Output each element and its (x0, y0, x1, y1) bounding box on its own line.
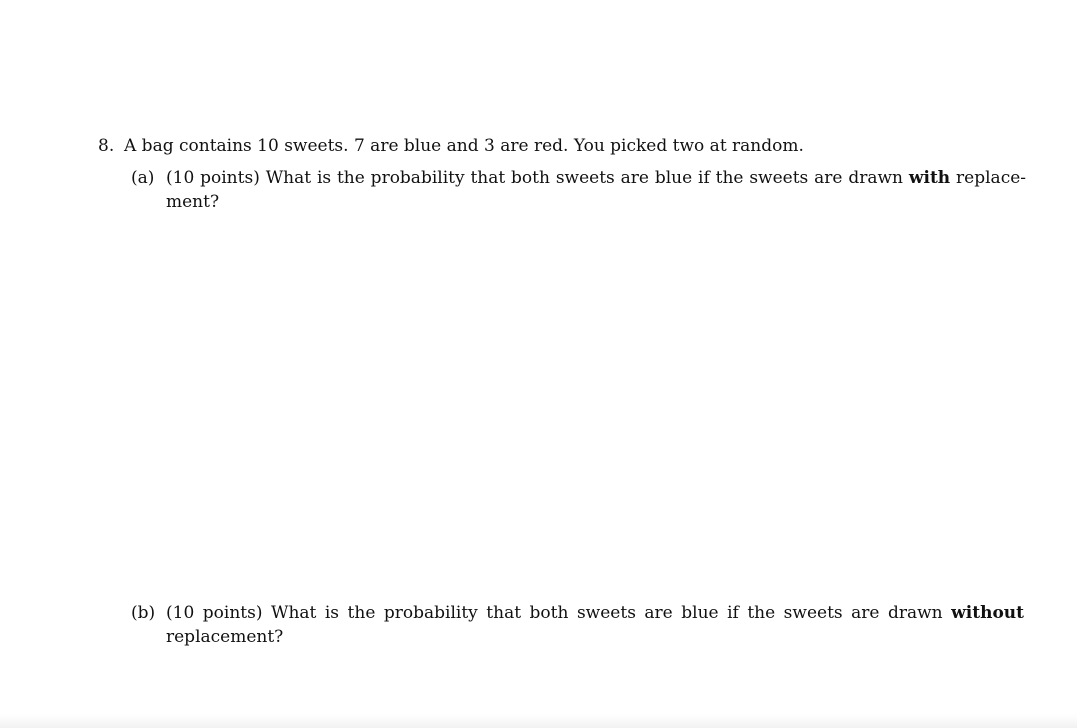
part-b-question (166, 603, 1024, 623)
question-stem: A bag contains 10 sweets. 7 are blue and 3 are red. You picked two at random. (124, 136, 804, 156)
part-b-continuation: replacement? (166, 627, 284, 647)
part-b-label: (b) (131, 603, 156, 623)
part-a-continuation: ment? (166, 192, 220, 212)
question-number: 8. (98, 136, 115, 156)
part-a-text: (10 points) What is the probability that both sweets are blue if the sweets are drawn (166, 168, 903, 188)
part-a-label: (a) (131, 168, 155, 188)
part-a-text-after: replace- (956, 168, 1027, 188)
part-a-emphasis: with (908, 168, 951, 188)
part-a-question (166, 168, 1026, 188)
part-b-text: (10 points) What is the probability that both sweets are blue if the sweets are drawn (166, 603, 943, 623)
page-bottom-edge (0, 714, 1077, 728)
part-b-emphasis: without (951, 603, 1025, 623)
